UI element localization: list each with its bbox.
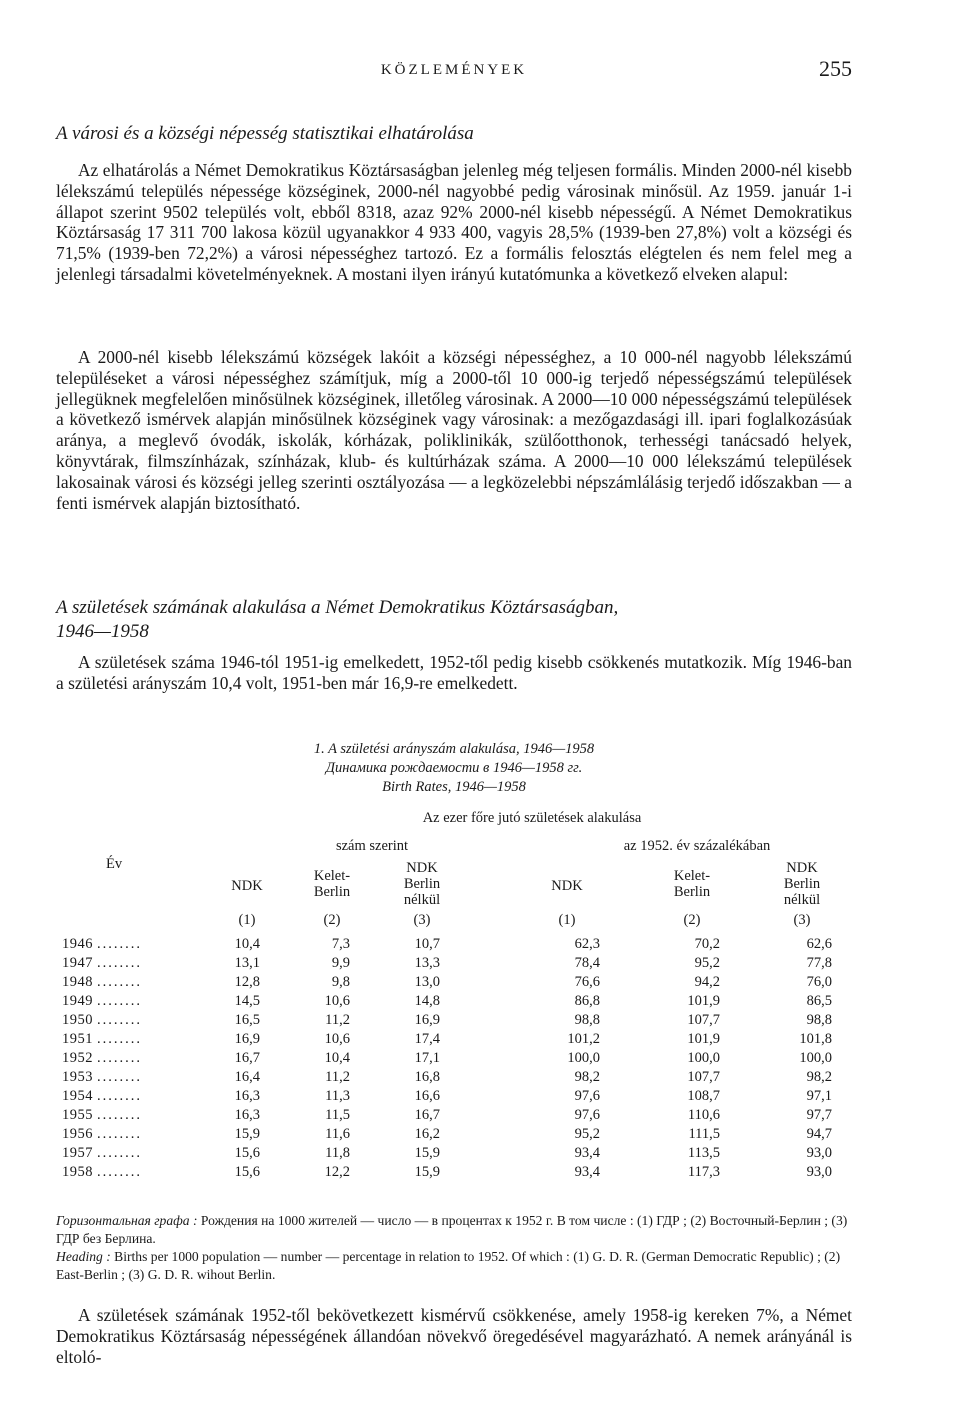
cell-b: 11,8 — [325, 1145, 350, 1161]
section-heading-urban-rural: A városi és a községi népesség statisztikai elhatárolása — [56, 123, 474, 144]
table-row — [62, 1031, 842, 1050]
cell-d: 76,6 — [574, 974, 600, 990]
leader-dots: ........ — [97, 1145, 142, 1161]
col-number-1: (1) — [238, 912, 256, 928]
row-year — [62, 974, 142, 991]
cell-c: 13,3 — [414, 955, 440, 971]
table-row — [62, 955, 842, 974]
year-label: 1946 — [62, 936, 93, 952]
paragraph-births-closing — [56, 1305, 852, 1367]
cell-c: 16,9 — [414, 1012, 440, 1028]
row-year — [62, 1088, 142, 1105]
cell-b: 10,6 — [324, 1031, 350, 1047]
col-header-ndk-nelkul-pct: NDK Berlin nélkül — [783, 860, 821, 908]
cell-f: 100,0 — [799, 1050, 832, 1066]
col-number-3: (3) — [413, 912, 431, 928]
paragraph-text: A születések száma 1946-tól 1951-ig emelkedett, 1952-től pedig kisebb csökkenés mutatkozik. Míg 1946-ban a születési arányszám 10,4 volt, 1951-ben már 16,9-re emelkedett. — [56, 652, 852, 693]
cell-d: 78,4 — [574, 955, 600, 971]
table-row — [62, 974, 842, 993]
cell-c: 13,0 — [414, 974, 440, 990]
cell-b: 10,4 — [324, 1050, 350, 1066]
table-row — [62, 1126, 842, 1145]
col-header-kelet-berlin: Kelet- Berlin — [313, 868, 351, 900]
leader-dots: ........ — [97, 1107, 142, 1123]
year-label: 1947 — [62, 955, 93, 971]
cell-c: 14,8 — [414, 993, 440, 1009]
col-header-ndk-nelkul: NDK Berlin nélkül — [403, 860, 441, 908]
cell-b: 11,3 — [325, 1088, 350, 1104]
cell-e: 101,9 — [687, 993, 720, 1009]
table-row — [62, 936, 842, 955]
cell-a: 16,5 — [234, 1012, 260, 1028]
col-header-ndk: NDK — [231, 878, 263, 894]
row-year — [62, 1050, 142, 1067]
cell-d: 97,6 — [574, 1088, 600, 1104]
cell-d: 98,2 — [574, 1069, 600, 1085]
cell-f: 93,0 — [806, 1145, 832, 1161]
cell-e: 94,2 — [694, 974, 720, 990]
cell-f: 98,8 — [806, 1012, 832, 1028]
table-footnote-en — [56, 1248, 852, 1284]
cell-f: 94,7 — [806, 1126, 832, 1142]
cell-c: 17,1 — [414, 1050, 440, 1066]
cell-e: 113,5 — [687, 1145, 720, 1161]
cell-a: 16,4 — [234, 1069, 260, 1085]
table-caption-en: Birth Rates, 1946—1958 — [382, 779, 526, 795]
cell-f: 93,0 — [806, 1164, 832, 1180]
table-caption-hu: 1. A születési arányszám alakulása, 1946—1958 — [313, 741, 595, 757]
cell-d: 101,2 — [567, 1031, 600, 1047]
cell-e: 70,2 — [694, 936, 720, 952]
leader-dots: ........ — [97, 936, 142, 952]
footnote-label: Heading : — [56, 1249, 111, 1264]
leader-dots: ........ — [97, 955, 142, 971]
paragraph-urban-rural-1 — [56, 160, 852, 285]
col-number-3-pct: (3) — [793, 912, 811, 928]
table-row — [62, 1088, 842, 1107]
year-label: 1953 — [62, 1069, 93, 1085]
cell-f: 62,6 — [806, 936, 832, 952]
cell-e: 100,0 — [687, 1050, 720, 1066]
cell-b: 9,9 — [331, 955, 350, 971]
table-row — [62, 1012, 842, 1031]
cell-b: 9,8 — [331, 974, 350, 990]
cell-b: 11,2 — [325, 1069, 350, 1085]
cell-f: 101,8 — [799, 1031, 832, 1047]
cell-d: 86,8 — [574, 993, 600, 1009]
year-label: 1948 — [62, 974, 93, 990]
cell-c: 10,7 — [414, 936, 440, 952]
table-footnote-ru — [56, 1212, 852, 1248]
cell-e: 101,9 — [687, 1031, 720, 1047]
table-stub-header: Év — [106, 856, 123, 872]
cell-b: 11,2 — [325, 1012, 350, 1028]
cell-f: 77,8 — [806, 955, 832, 971]
running-head — [56, 56, 852, 86]
cell-a: 16,3 — [234, 1088, 260, 1104]
cell-f: 86,5 — [806, 993, 832, 1009]
cell-d: 93,4 — [574, 1145, 600, 1161]
table-row — [62, 1069, 842, 1088]
cell-e: 117,3 — [687, 1164, 720, 1180]
year-label: 1954 — [62, 1088, 93, 1104]
year-label: 1957 — [62, 1145, 93, 1161]
year-label: 1950 — [62, 1012, 93, 1028]
cell-c: 16,2 — [414, 1126, 440, 1142]
cell-d: 95,2 — [574, 1126, 600, 1142]
footnote-text: Рождения на 1000 жителей — число — в процентах к 1952 г. В том числе : (1) ГДР ; (2) Восточный-Берлин ; (3) ГДР без Берлина. — [56, 1213, 848, 1246]
cell-a: 16,3 — [234, 1107, 260, 1123]
page-number: 255 — [819, 56, 852, 81]
row-year — [62, 1164, 142, 1181]
cell-b: 10,6 — [324, 993, 350, 1009]
paragraph-text: A 2000-nél kisebb lélekszámú községek lakóit a községi népességhez, a 10 000-nél nagyobb lélekszámú településeket a városi népességhez számítjuk, míg a 2000-től 10 000-ig terjedő népességszámú települések jellegüknek megfelelően minősülnek községinek, illetőleg városinak. A 2000—10 000 népességszámú települések a következő ismérvek alapján minősülnek községinek vagy városinak: a mezőgazdasági ill. ipari foglalkozásúak aránya, a meglevő óvodák, iskolák, kórházak, poliklinikák, szülőotthonok, terhességi tanácsadó helyek, könyvtárak, filmszínházak, színházak, klub- és kultúrházak száma. A 2000—10 000 lélekszámú települések lakosainak városi és községi jelleg szerinti osztályozása — a legközelebbi népszámlálásig terjedő időszakban — a fenti ismérvek alapján biztosítható. — [56, 347, 852, 513]
year-label: 1956 — [62, 1126, 93, 1142]
cell-f: 97,7 — [806, 1107, 832, 1123]
cell-f: 97,1 — [806, 1088, 832, 1104]
cell-e: 95,2 — [694, 955, 720, 971]
section-heading-line: 1946—1958 — [56, 621, 149, 642]
cell-e: 108,7 — [687, 1088, 720, 1104]
running-title: KÖZLEMÉNYEK — [380, 62, 528, 78]
cell-d: 98,8 — [574, 1012, 600, 1028]
cell-e: 111,5 — [688, 1126, 720, 1142]
section-heading-line: A születések számának alakulása a Német Demokratikus Köztársaságban, — [56, 597, 619, 618]
table-row — [62, 993, 842, 1012]
cell-f: 76,0 — [806, 974, 832, 990]
leader-dots: ........ — [97, 1164, 142, 1180]
row-year — [62, 993, 142, 1010]
paragraph-text: A születések számának 1952-től bekövetkezett kismérvű csökkenése, amely 1958-ig kereken 7%, a Német Demokratikus Köztársaság népességének állandóan növekvő öregedésével magyarázható. A nemek arányánál is eltoló- — [56, 1305, 852, 1367]
cell-a: 10,4 — [234, 936, 260, 952]
leader-dots: ........ — [97, 1012, 142, 1028]
row-year — [62, 1012, 142, 1029]
col-number-2-pct: (2) — [683, 912, 701, 928]
cell-c: 16,8 — [414, 1069, 440, 1085]
table-row — [62, 1145, 842, 1164]
table-group-header-count: szám szerint — [335, 838, 409, 854]
cell-d: 93,4 — [574, 1164, 600, 1180]
cell-b: 11,6 — [325, 1126, 350, 1142]
cell-a: 15,9 — [234, 1126, 260, 1142]
cell-a: 12,8 — [234, 974, 260, 990]
cell-c: 17,4 — [414, 1031, 440, 1047]
leader-dots: ........ — [97, 993, 142, 1009]
cell-b: 12,2 — [324, 1164, 350, 1180]
table-row — [62, 1107, 842, 1126]
leader-dots: ........ — [97, 1050, 142, 1066]
table-group-header-percent: az 1952. év százalékában — [623, 838, 771, 854]
cell-a: 16,7 — [234, 1050, 260, 1066]
cell-d: 62,3 — [574, 936, 600, 952]
cell-c: 15,9 — [414, 1145, 440, 1161]
row-year — [62, 1107, 142, 1124]
cell-e: 110,6 — [687, 1107, 720, 1123]
leader-dots: ........ — [97, 1069, 142, 1085]
row-year — [62, 1126, 142, 1143]
table-row — [62, 1050, 842, 1069]
year-label: 1958 — [62, 1164, 93, 1180]
year-label: 1951 — [62, 1031, 93, 1047]
paragraph-urban-rural-2 — [56, 347, 852, 513]
row-year — [62, 1031, 142, 1048]
year-label: 1955 — [62, 1107, 93, 1123]
col-header-ndk-pct: NDK — [551, 878, 583, 894]
table-caption-ru: Динамика рождаемости в 1946—1958 гг. — [325, 760, 583, 776]
leader-dots: ........ — [97, 974, 142, 990]
cell-e: 107,7 — [687, 1069, 720, 1085]
cell-a: 14,5 — [234, 993, 260, 1009]
cell-c: 16,7 — [414, 1107, 440, 1123]
cell-c: 16,6 — [414, 1088, 440, 1104]
row-year — [62, 1145, 142, 1162]
cell-d: 97,6 — [574, 1107, 600, 1123]
table-super-header: Az ezer főre jutó születések alakulása — [422, 810, 642, 826]
col-number-2: (2) — [323, 912, 341, 928]
leader-dots: ........ — [97, 1126, 142, 1142]
leader-dots: ........ — [97, 1088, 142, 1104]
section-heading-births — [56, 596, 618, 644]
cell-a: 15,6 — [234, 1145, 260, 1161]
paragraph-text: Az elhatárolás a Német Demokratikus Köztársaságban jelenleg még teljesen formális. Minden 2000-nél kisebb lélekszámú település népessége községinek, 2000-nél nagyobbé pedig városinak minősül. Az 1959. január 1-i állapot szerint 9502 település volt, ebből 8318, azaz 92% 2000-nél kisebb népességű. A Német Demokratikus Köztársaság 17 311 700 lakosa közül ugyanakkor 4 933 400, vagyis 28,5% (1939-ben 27,8%) volt a községi és 71,5% (1939-ben 72,2%) a városi népességhez tartozó. Ez a formális felosztás elégtelen és nem felel meg a jelenlegi társadalmi követelményeknek. A mostani ilyen irányú kutatómunka a következő elveken alapul: — [56, 160, 852, 284]
cell-a: 13,1 — [234, 955, 260, 971]
col-header-kelet-berlin-pct: Kelet- Berlin — [673, 868, 711, 900]
cell-b: 7,3 — [331, 936, 350, 952]
cell-b: 11,5 — [325, 1107, 350, 1123]
paragraph-births-intro — [56, 652, 852, 694]
cell-c: 15,9 — [414, 1164, 440, 1180]
cell-f: 98,2 — [806, 1069, 832, 1085]
cell-a: 15,6 — [234, 1164, 260, 1180]
row-year — [62, 936, 142, 953]
footnote-text: Births per 1000 population — number — percentage in relation to 1952. Of which : (1) G. D. R. (German Democratic Republic) ; (2) East-Berlin ; (3) G. D. R. wihout Berlin. — [56, 1249, 841, 1282]
row-year — [62, 1069, 142, 1086]
year-label: 1952 — [62, 1050, 93, 1066]
table-row — [62, 1164, 842, 1183]
cell-a: 16,9 — [234, 1031, 260, 1047]
col-number-1-pct: (1) — [558, 912, 576, 928]
year-label: 1949 — [62, 993, 93, 1009]
table-caption — [56, 740, 852, 797]
cell-e: 107,7 — [687, 1012, 720, 1028]
leader-dots: ........ — [97, 1031, 142, 1047]
row-year — [62, 955, 142, 972]
footnote-label: Горизонтальная графа : — [56, 1213, 198, 1228]
cell-d: 100,0 — [567, 1050, 600, 1066]
